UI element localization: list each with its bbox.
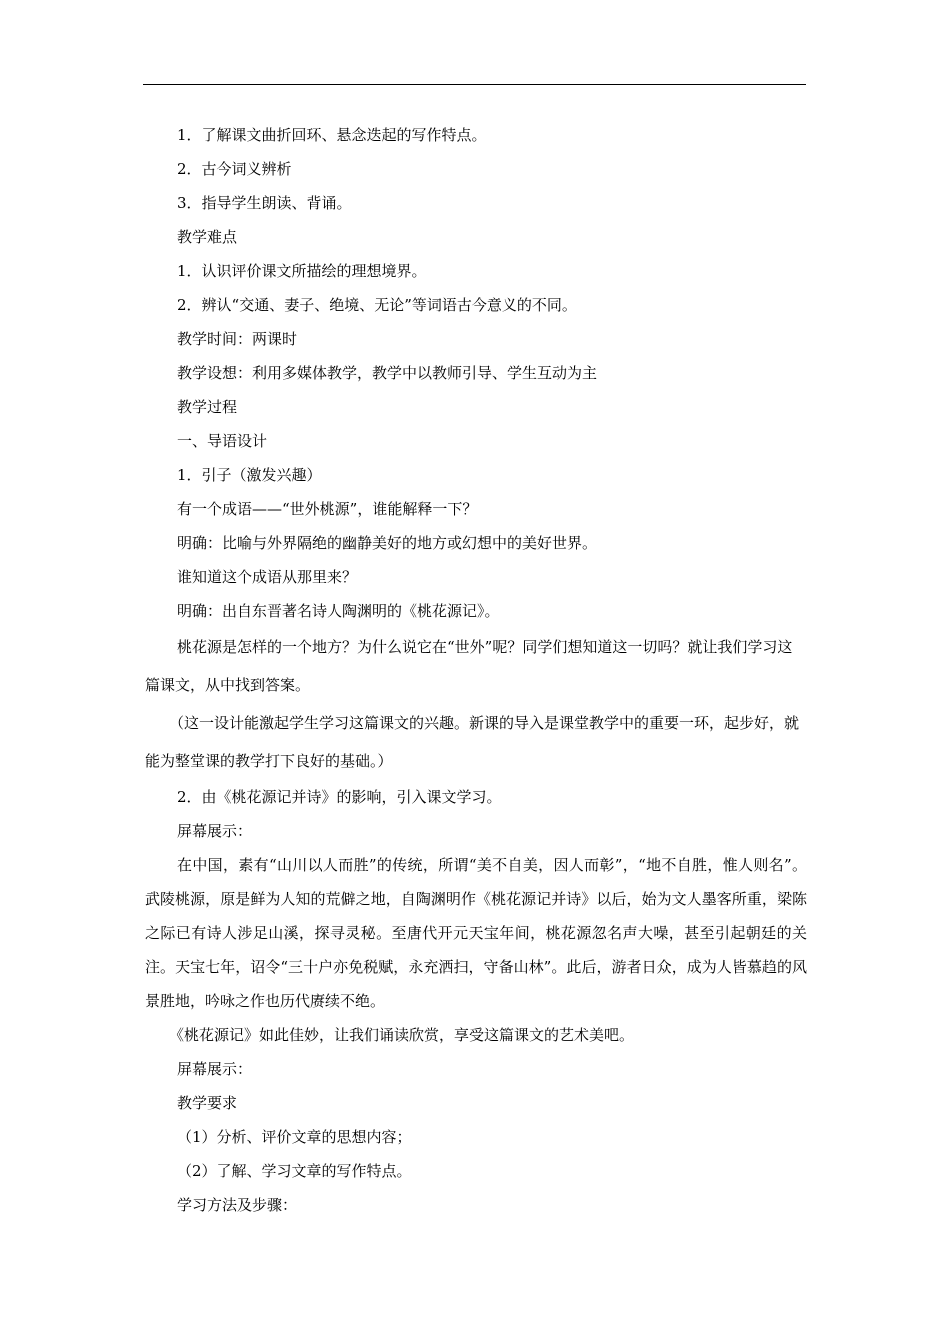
header-rule bbox=[143, 84, 806, 85]
section-heading: 教学难点 bbox=[177, 228, 238, 246]
text-line: 教学时间：两课时 bbox=[177, 330, 298, 348]
text-line: 谁知道这个成语从那里来？ bbox=[177, 568, 358, 586]
text-line: 教学设想：利用多媒体教学，教学中以教师引导、学生互动为主 bbox=[177, 364, 598, 382]
screen-label: 屏幕展示： bbox=[177, 822, 253, 840]
text-line: 2．古今词义辨析 bbox=[177, 160, 292, 178]
text-line: 明确：出自东晋著名诗人陶渊明的《桃花源记》。 bbox=[177, 602, 500, 620]
text-line: 1．引子（激发兴趣） bbox=[177, 466, 322, 484]
text-line: 1．认识评价课文所描绘的理想境界。 bbox=[177, 262, 427, 280]
paragraph-taohua: 桃花源是怎样的一个地方？为什么说它在“世外”呢？同学们想知道这一切吗？就让我们学习这篇课文，从中找到答案。 bbox=[145, 638, 793, 694]
document-body bbox=[145, 118, 807, 1222]
text-line: 明确：比喻与外界隔绝的幽静美好的地方或幻想中的美好世界。 bbox=[177, 534, 598, 552]
section-heading: 学习方法及步骤： bbox=[177, 1196, 298, 1214]
text-line: 《桃花源记》如此佳妙，让我们诵读欣赏，享受这篇课文的艺术美吧。 bbox=[169, 1026, 635, 1044]
text-line: 3．指导学生朗读、背诵。 bbox=[177, 194, 352, 212]
text-line: 2．辨认“交通、妻子、绝境、无论”等词语古今意义的不同。 bbox=[177, 296, 577, 314]
section-heading: 教学要求 bbox=[177, 1094, 238, 1112]
paragraph-note: （这一设计能激起学生学习这篇课文的兴趣。新课的导入是课堂教学中的重要一环，起步好，就能为整堂课的教学打下良好的基础。） bbox=[145, 714, 800, 770]
section-heading: 教学过程 bbox=[177, 398, 238, 416]
list-item: （1）分析、评价文章的思想内容； bbox=[177, 1128, 412, 1146]
paragraph-china: 在中国，素有“山川以人而胜”的传统，所谓“美不自美，因人而彰”，“地不自胜，惟人则名”。武陵桃源，原是鲜为人知的荒僻之地，自陶渊明作《桃花源记并诗》以后，始为文人墨客所重，梁陈之际已有诗人涉足山溪，探寻灵秘。至唐代开元天宝年间，桃花源忽名声大噪，甚至引起朝廷的关注。天宝七年，诏令“三十户亦免税赋，永充洒扫，守备山林”。此后，游者日众，成为人皆慕趋的风景胜地，吟咏之作也历代赓续不绝。 bbox=[145, 856, 807, 1010]
text-line: 1．了解课文曲折回环、悬念迭起的写作特点。 bbox=[177, 126, 487, 144]
list-item: （2）了解、学习文章的写作特点。 bbox=[177, 1162, 412, 1180]
screen-label: 屏幕展示： bbox=[177, 1060, 253, 1078]
section-heading: 一、导语设计 bbox=[177, 432, 268, 450]
text-line: 有一个成语——“世外桃源”，谁能解释一下？ bbox=[177, 500, 478, 518]
text-line: 2．由《桃花源记并诗》的影响，引入课文学习。 bbox=[177, 788, 502, 806]
